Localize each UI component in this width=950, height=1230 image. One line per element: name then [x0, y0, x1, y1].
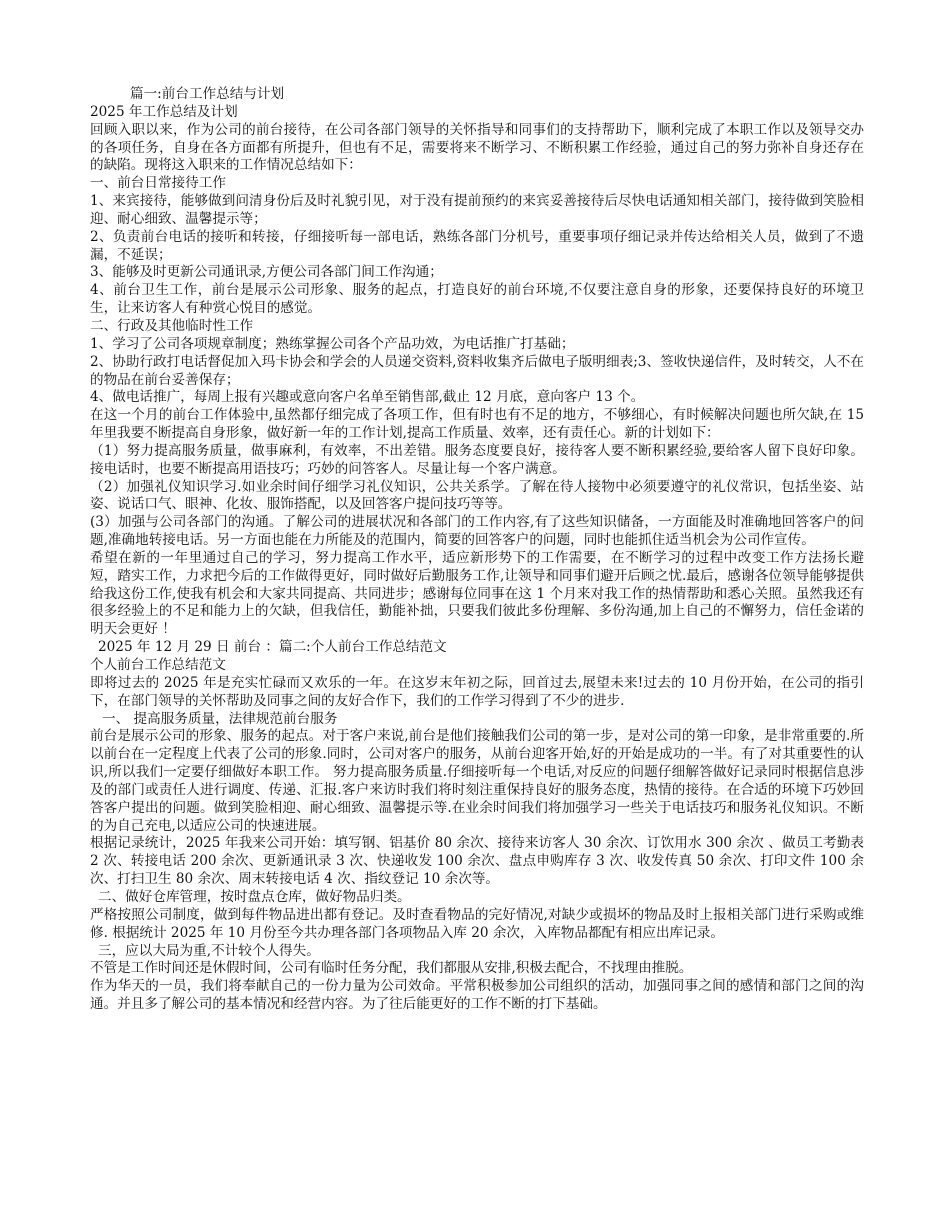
section1-item: 2、负责前台电话的接听和转接，仔细接听每一部电话，熟练各部门分机号，重要事项仔细记录并传达给相关人员，做到了不遗漏，不延误；	[90, 228, 864, 263]
section2-item: 2、协助行政打电话督促加入玛卡协会和学会的人员递交资料,资料收集齐后做电子版明细表;3、签收快递信件，及时转交，人不在的物品在前台妥善保存；	[90, 353, 864, 388]
p2-stats-paragraph: 根据记录统计，2025 年我来公司开始：填写钢、铝基价 80 余次、接待来访客人 30 余次、订饮用水 300 余次 、做员工考勤表 2 次、转接电话 200 余次、更新通讯录 3 次、快递收发 100 余次、盘点申购库存 3 次、收发传真 50 余次、打印文件 100 余次、打扫卫生 80 余次、周末转接电话 4 次、指纹登记 10 余次等。	[90, 835, 864, 888]
intro-paragraph: 回顾入职以来，作为公司的前台接待，在公司各部门领导的关怀指导和同事们的支持帮助下，顺利完成了本职工作以及领导交办的各项任务，自身在各方面都有所提升，但也有不足，需要将来不断学习、不断积累工作经验，通过自己的努力弥补自身还存在的缺陷。现将这入职来的工作情况总结如下：	[90, 121, 864, 174]
p2-section2-body: 严格按照公司制度，做到每件物品进出都有登记。及时查看物品的完好情况,对缺少或损坏的物品及时上报相关部门进行采购或维修. 根据统计 2025 年 10 月份至今共办理各部门各项物品入库 20 余次，入库物品都配有相应出库记录。	[90, 906, 864, 941]
plan-item: （2）加强礼仪知识学习.如业余时间仔细学习礼仪知识，公共关系学。了解在待人接物中必须要遵守的礼仪常识，包括坐姿、站姿、说话口气、眼神、化妆、服饰搭配，以及回答客户提问技巧等等。	[90, 478, 864, 513]
plan-item: (3）加强与公司各部门的沟通。了解公司的进展状况和各部门的工作内容,有了这些知识储备，一方面能及时准确地回答客户的问题,准确地转接电话。另一方面也能在力所能及的范围内，简要的回答客户的问题，同时也能抓住适当机会为公司作宣传。	[90, 514, 864, 549]
part2-intro: 即将过去的 2025 年是充实忙碌而又欢乐的一年。在这岁末年初之际，回首过去,展望未来!过去的 10 月份开始，在公司的指引下，在部门领导的关怀帮助及同事之间的友好合作下，我们的工作学习得到了不少的进步.	[90, 674, 864, 709]
p2-section1-body: 前台是展示公司的形象、服务的起点。对于客户来说,前台是他们接触我们公司的第一步，是对公司的第一印象，是非常重要的.所以前台在一定程度上代表了公司的形象.同时，公司对客户的服务，从前台迎客开始,好的开始是成功的一半。有了对其重要性的认识,所以我们一定要仔细做好本职工作。 努力提高服务质量.仔细接听每一个电话,对反应的问题仔细解答做好记录同时根据信息涉及的部门或责任人进行调度、传递、汇报.客户来访时我们将时刻注重保持良好的服务态度，热情的接待。在合适的环境下巧妙回答客户提出的问题。做到笑脸相迎、耐心细致、温馨提示等.在业余时间我们将加强学习一些关于电话技巧和服务礼仪知识。不断的为自己充电,以适应公司的快速进展。	[90, 728, 864, 834]
signoff-line: 2025 年 12 月 29 日 前台 ：篇二:个人前台工作总结范文	[98, 639, 447, 656]
section2-title: 二、行政及其他临时性工作	[90, 317, 254, 334]
p2-section3-body: 不管是工作时间还是休假时间，公司有临时任务分配，我们都服从安排,积极去配合，不找理由推脱。	[90, 960, 693, 977]
closing-paragraph: 希望在新的一年里通过自己的学习，努力提高工作水平，适应新形势下的工作需要，在不断学习的过程中改变工作方法扬长避短，踏实工作，力求把今后的工作做得更好，同时做好后勤服务工作,让领导和同事们避开后顾之忧.最后，感谢各位领导能够提供给我这份工作,使我有机会和大家共同提高、共同进步；感谢每位同事在这 1 个月来对我工作的热情帮助和悉心关照。虽然我还有很多经验上的不足和能力上的欠缺，但我信任，勤能补拙，只要我们彼此多份理解、多份沟通,加上自己的不懈努力，信任金诺的明天会更好 ！	[90, 549, 864, 638]
reflection-paragraph: 在这一个月的前台工作体验中,虽然都仔细完成了各项工作，但有时也有不足的地方，不够细心，有时候解决问题也所欠缺,在 15 年里我要不断提高自身形象，做好新一年的工作计划,提高工作质量、效率，还有责任心。新的计划如下：	[90, 407, 864, 442]
part1-title: 2025 年工作总结及计划	[90, 103, 238, 120]
section2-item: 4、做电话推广，每周上报有兴趣或意向客户名单至销售部,截止 12 月底，意向客户 13 个。	[90, 389, 645, 406]
p2-section3-title: 三，应以大局为重,不计较个人得失。	[98, 942, 320, 959]
section1-item: 3、能够及时更新公司通讯录,方便公司各部门间工作沟通；	[90, 264, 443, 281]
part1-heading: 篇一:前台工作总结与计划	[130, 86, 285, 102]
part2-title: 个人前台工作总结范文	[90, 657, 226, 673]
section2-item: 1、学习了公司各项规章制度；熟练掌握公司各个产品功效，为电话推广打基础；	[90, 335, 575, 352]
p2-section3-body: 作为华天的一员，我们将奉献自己的一份力量为公司效命。平常积极参加公司组织的活动，加强同事之间的感情和部门之间的沟通。并且多了解公司的基本情况和经营内容。为了往后能更好的工作不断的打下基础。	[90, 978, 864, 1013]
p2-section2-title: 二、做好仓库管理，按时盘点仓库，做好物品归类。	[98, 888, 411, 905]
section1-item: 1、来宾接待，能够做到问清身份后及时礼貌引见，对于没有提前预约的来宾妥善接待后尽快电话通知相关部门，接待做到笑脸相迎、耐心细致、温馨提示等；	[90, 193, 864, 227]
plan-item: （1）努力提高服务质量，做事麻利，有效率，不出差错。服务态度要良好，接待客人要不断积累经验,要给客人留下良好印象。接电话时，也要不断提高用语技巧；巧妙的问答客人。尽量让每一个客户满意。	[90, 442, 864, 477]
section1-item: 4、前台卫生工作，前台是展示公司形象、服务的起点，打造良好的前台环境,不仅要注意自身的形象，还要保持良好的环境卫生，让来访客人有种赏心悦目的感觉。	[90, 282, 864, 317]
p2-section1-title: 一、 提高服务质量，法律规范前台服务	[102, 710, 338, 727]
section1-title: 一、前台日常接待工作	[90, 175, 226, 192]
